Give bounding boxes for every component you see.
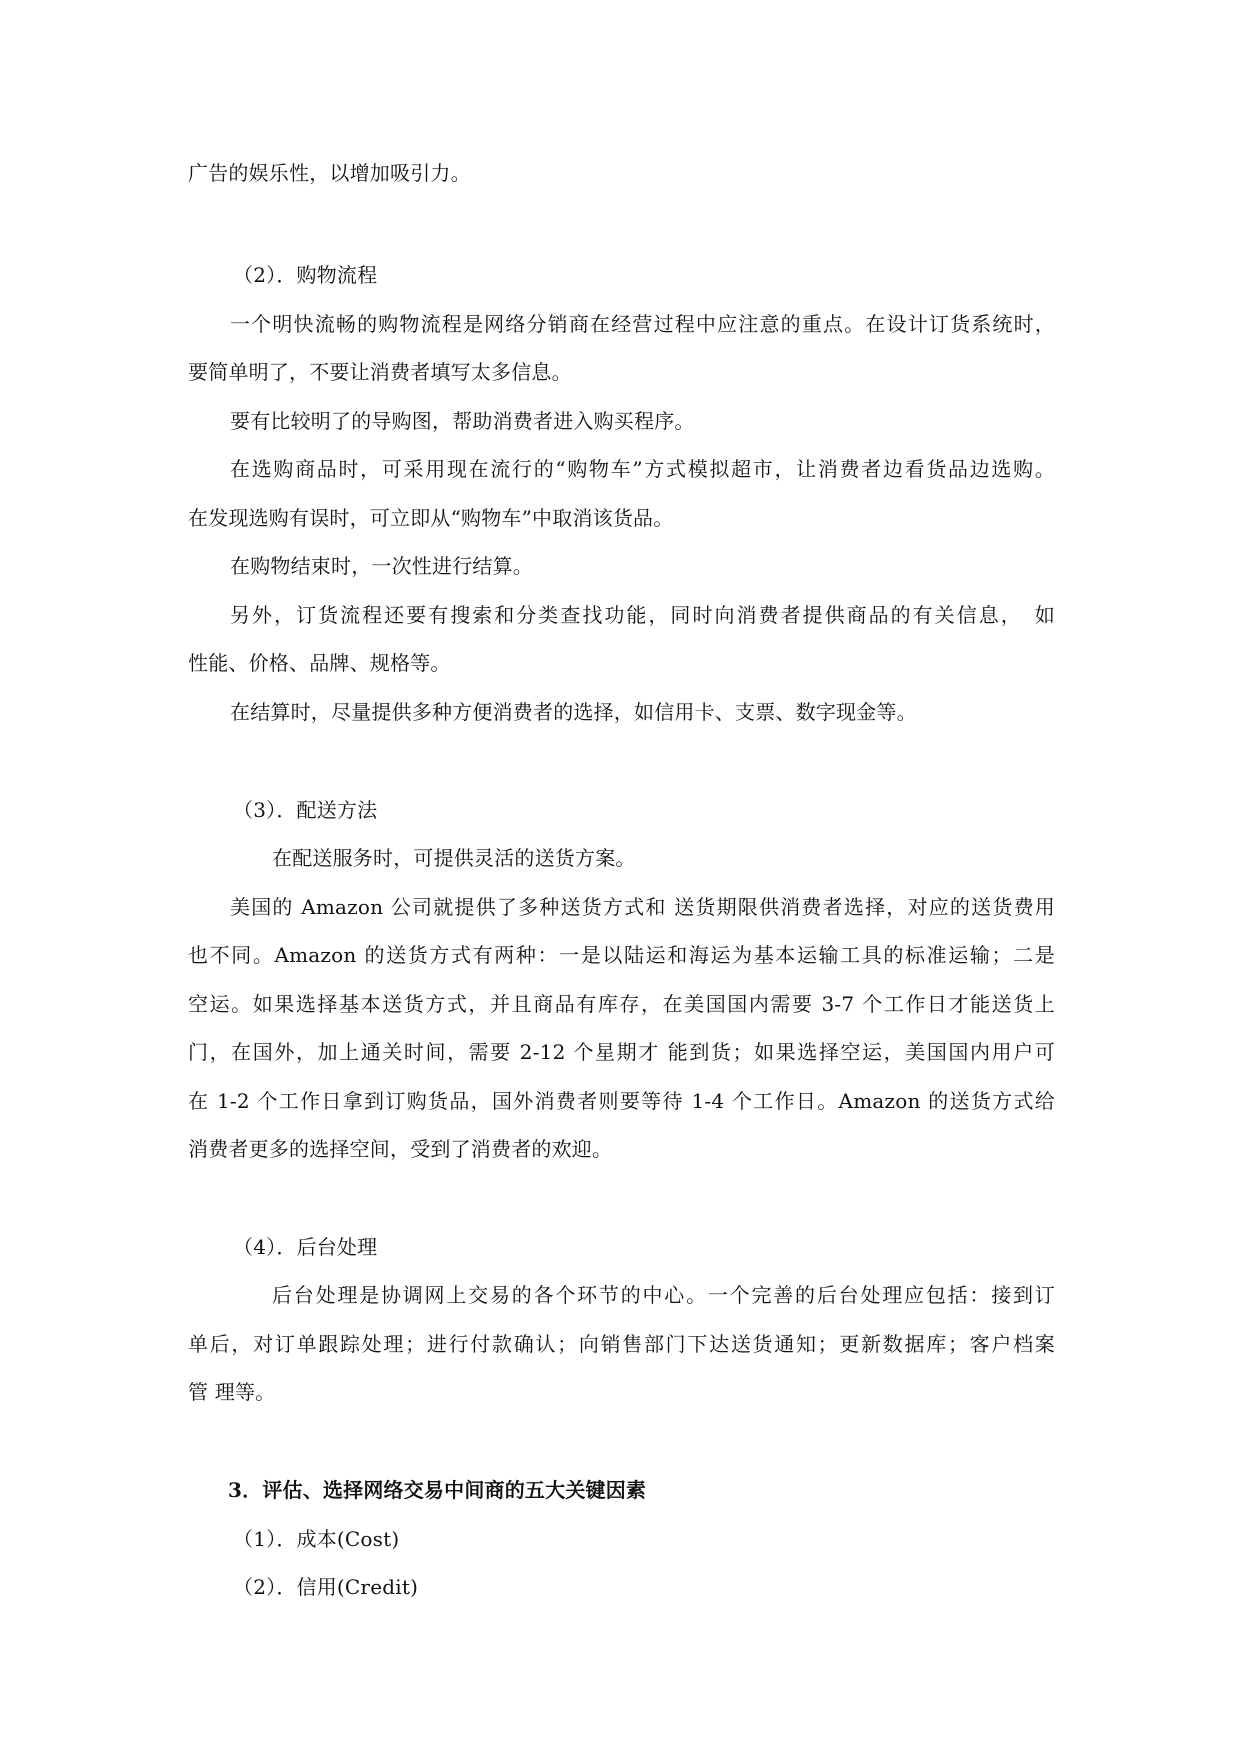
chapter-heading: 3．评估、选择网络交易中间商的五大关键因素	[228, 1478, 647, 1502]
list-item: （2）．信用(Credit)	[233, 1575, 419, 1599]
section-heading: （3）．配送方法	[233, 798, 378, 822]
paragraph-line: 空运。如果选择基本送货方式，并且商品有库存，在美国国内需要 3-7 个工作日才能送货上	[188, 992, 1055, 1016]
list-item: （1）．成本(Cost)	[233, 1527, 400, 1551]
paragraph-line: 要有比较明了的导购图，帮助消费者进入购买程序。	[230, 409, 695, 433]
paragraph-line: 一个明快流畅的购物流程是网络分销商在经营过程中应注意的重点。在设计订货系统时，	[230, 312, 1055, 336]
paragraph-line: 要简单明了，不要让消费者填写太多信息。	[188, 360, 572, 384]
paragraph-line: 也不同。Amazon 的送货方式有两种：一是以陆运和海运为基本运输工具的标准运输；二是	[188, 943, 1055, 967]
paragraph-line: 在结算时，尽量提供多种方便消费者的选择，如信用卡、支票、数字现金等。	[230, 700, 917, 724]
paragraph-line: 在 1-2 个工作日拿到订购货品，国外消费者则要等待 1-4 个工作日。Amazon 的送货方式给	[188, 1089, 1055, 1113]
paragraph-line: 在配送服务时，可提供灵活的送货方案。	[272, 846, 636, 870]
paragraph-line: 单后，对订单跟踪处理；进行付款确认；向销售部门下达送货通知；更新数据库；客户档案	[188, 1332, 1055, 1356]
paragraph-line: 后台处理是协调网上交易的各个环节的中心。一个完善的后台处理应包括：接到订	[272, 1283, 1055, 1307]
paragraph-line: 美国的 Amazon 公司就提供了多种送货方式和 送货期限供消费者选择，对应的送货费用	[230, 895, 1055, 919]
paragraph-line: 另外，订货流程还要有搜索和分类查找功能，同时向消费者提供商品的有关信息， 如	[230, 603, 1055, 627]
paragraph-line: 在选购商品时，可采用现在流行的“购物车”方式模拟超市，让消费者边看货品边选购。	[230, 457, 1055, 481]
paragraph-line: 门，在国外，加上通关时间，需要 2-12 个星期才 能到货；如果选择空运，美国国内用户可	[188, 1040, 1055, 1064]
paragraph-line: 在发现选购有误时，可立即从“购物车”中取消该货品。	[188, 506, 674, 530]
paragraph-line: 管 理等。	[188, 1380, 276, 1404]
section-heading: （2）．购物流程	[233, 263, 378, 287]
paragraph-line: 广告的娱乐性，以增加吸引力。	[188, 161, 471, 185]
paragraph-line: 性能、价格、品牌、规格等。	[188, 651, 451, 675]
paragraph-line: 消费者更多的选择空间，受到了消费者的欢迎。	[188, 1137, 613, 1161]
section-heading: （4）．后台处理	[233, 1235, 378, 1259]
paragraph-line: 在购物结束时，一次性进行结算。	[230, 554, 533, 578]
